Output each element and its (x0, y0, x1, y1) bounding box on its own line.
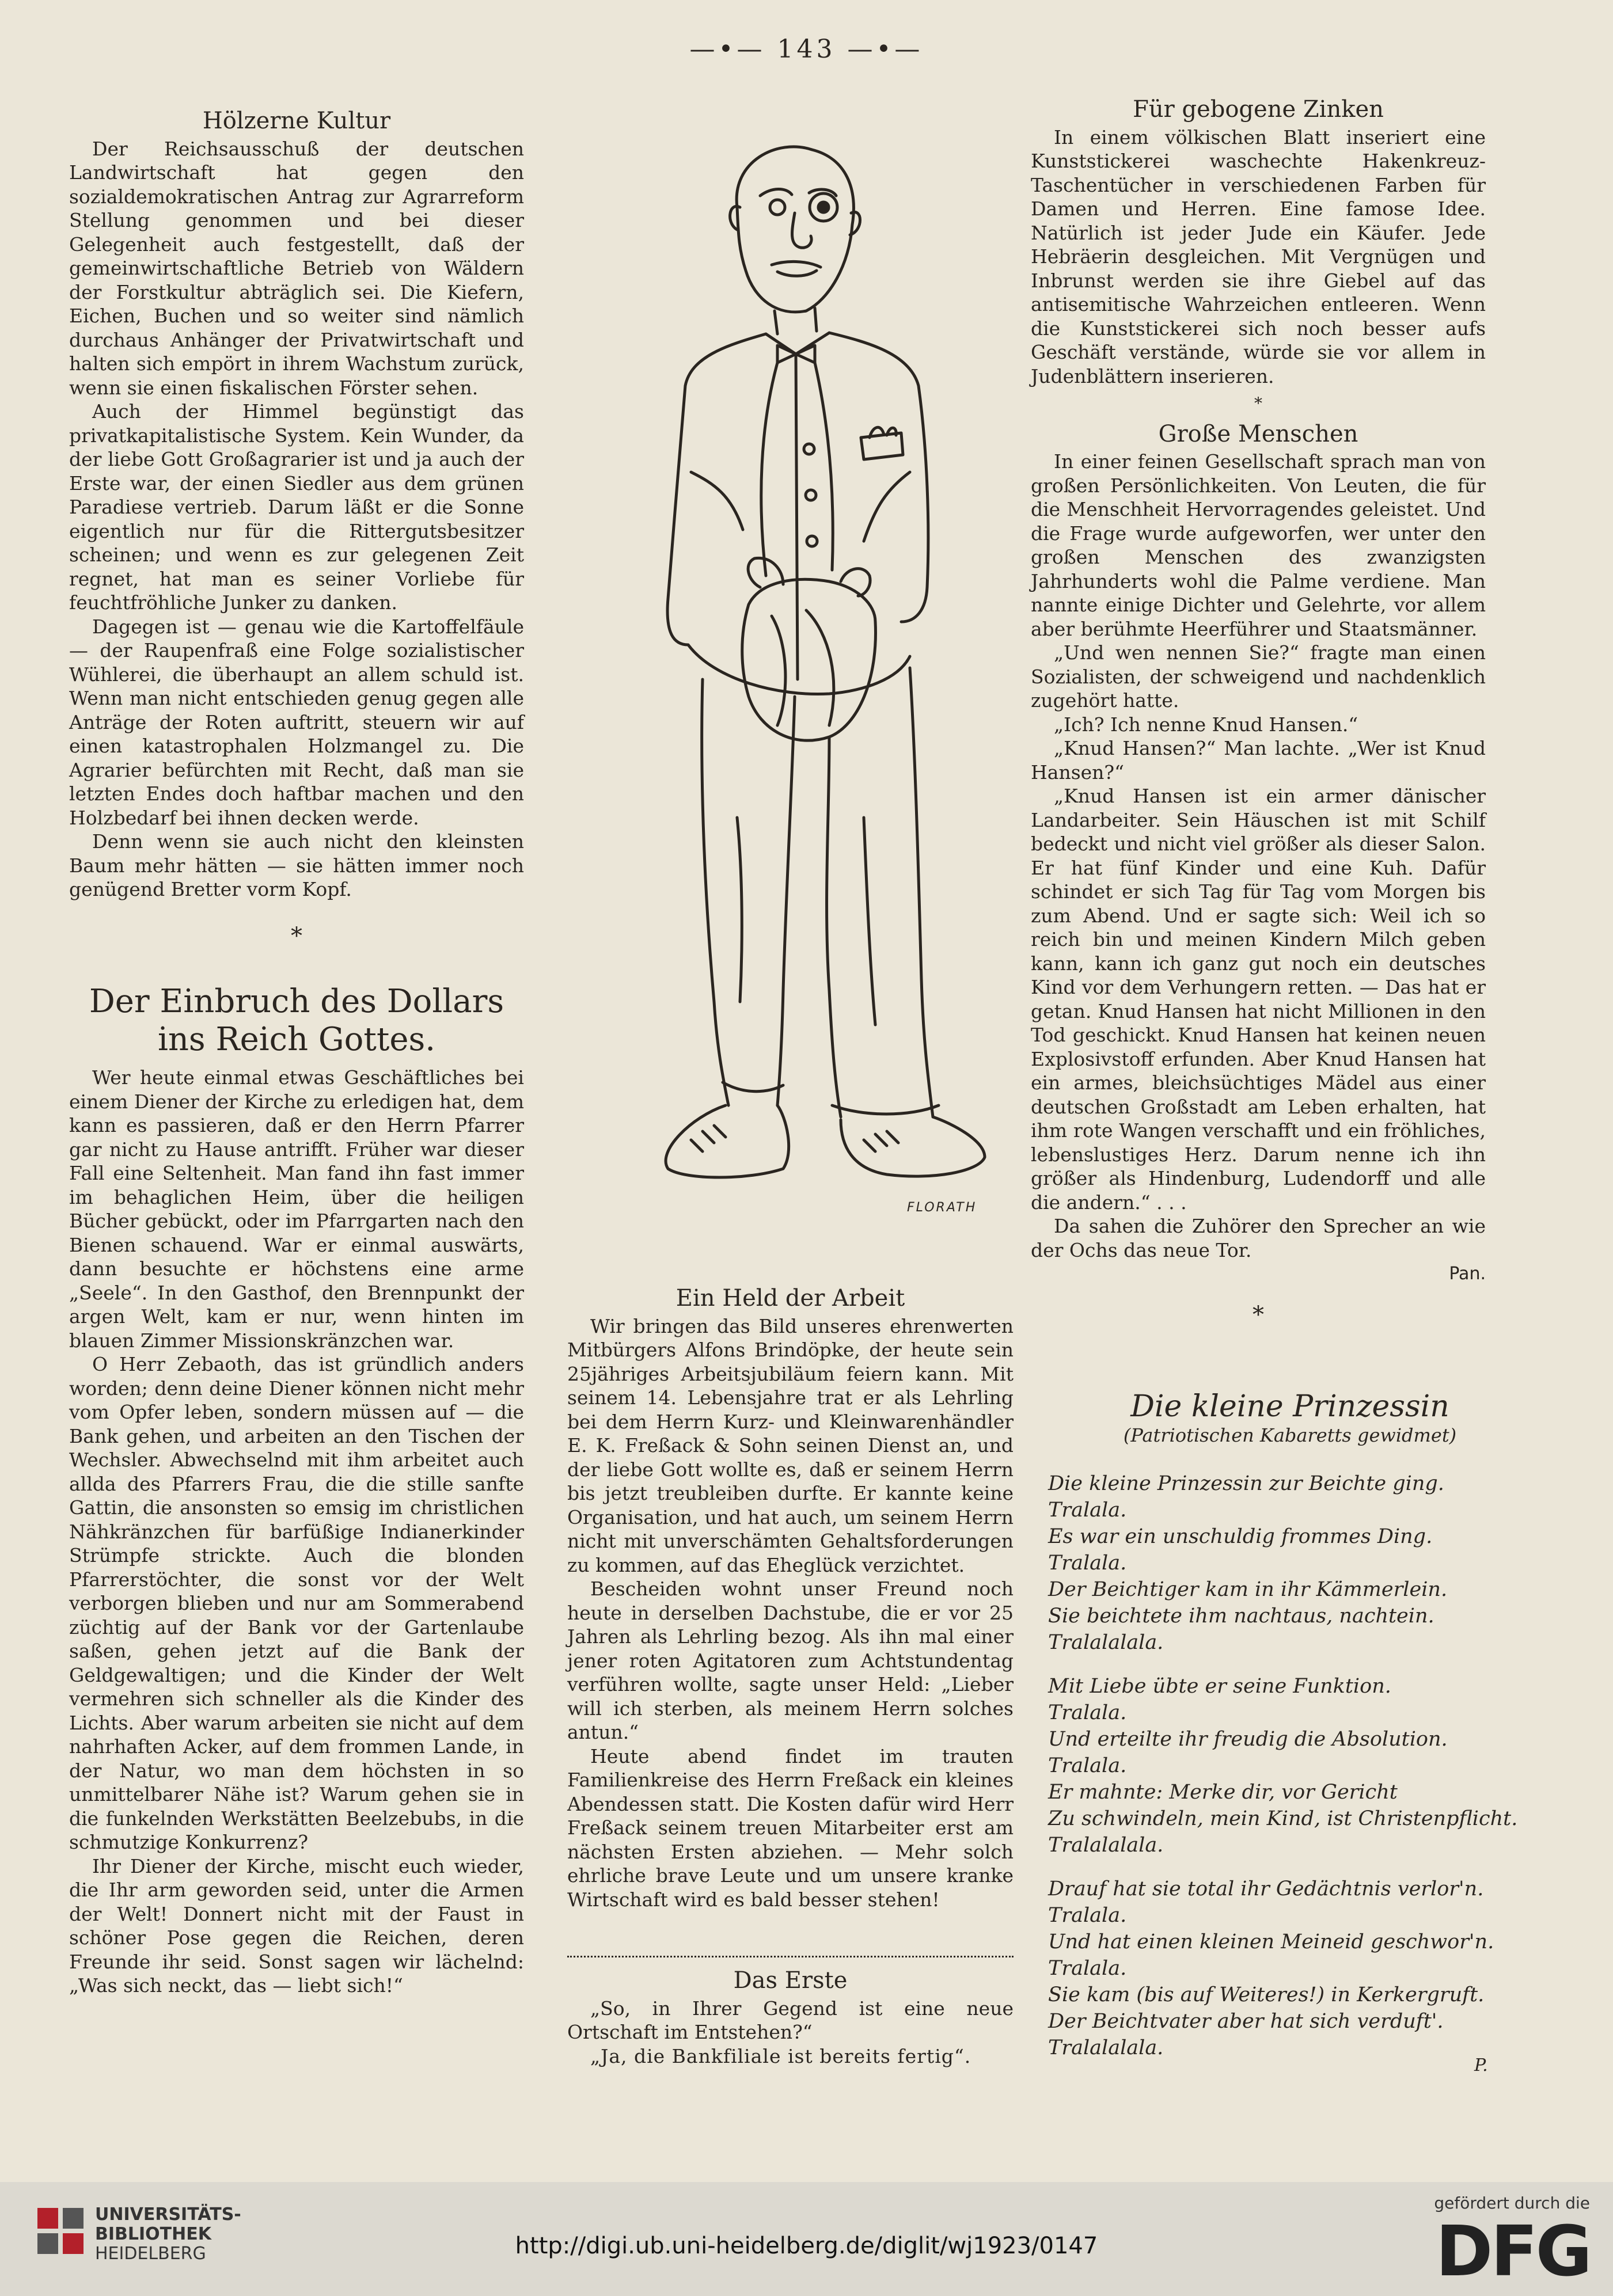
poem-line: Tralalalala. (1048, 1631, 1164, 1654)
paragraph: O Herr Zebaoth, das ist gründlich anders worden; denn deine Diener können nicht mehr vom Opfer leben, sondern müssen auf — die Bank gehen, und arbeiten an den Tischen der Wechsler. Abwechselnd mit ihm arbeitet auch allda des Pfarrers Frau, die die stille sanfte Gattin, die ansonsten so emsig im christlichen Nähkränzchen für barfüßige Indianerkinder Strümpfe strickte. Auch die blonden Pfarrerstöchter, die sonst vor der Welt verborgen blieben und nur am Sommerabend züchtig auf der Bank vor der Gartenlaube saßen, gehen jetzt auf die Bank der Geldgewaltigen; und die Kinder der Welt vermehren sich schneller als die Kinder des Lichts. Aber warum arbeiten sie nicht auf dem nahrhaften Acker, auf dem frommen Lande, in der Natur, wo man dem höchsten in so unmittelbarer Nähe ist? Warum gehen sie in die funkelnden Werkstätten Beelzebubs, in die schmutzige Konkurrenz? (69, 1353, 524, 1853)
poem-line: Tralalalala. (1048, 1834, 1164, 1857)
poem-author: P. (1474, 2055, 1488, 2075)
separator-star: * (1254, 394, 1262, 413)
paragraph: „Und wen nennen Sie?“ fragte man einen Sozialisten, der schweigend und nachdenklich zugehört hatte. (1031, 641, 1486, 712)
paragraph: Denn wenn sie auch nicht den kleinsten Baum mehr hätten — sie hätten immer noch genügend Bretter vorm Kopf. (69, 830, 524, 900)
poem-line: Tralala. (1048, 1754, 1127, 1777)
paragraph: Wir bringen das Bild unseres ehrenwerten Mitbürgers Alfons Brindöpke, der heute sein 25jähriges Arbeitsjubiläum feiern kann. Mit seinem 14. Lebensjahre trat er als Lehrling bei dem Herrn Kurz- und Kleinwarenhändler E. K. Freßack & Sohn seinen Dienst an, und der liebe Gott wollte es, daß er seinem Herrn bis jetzt treubleiben durfte. Er kannte keine Organisation, und hat auch, um seinem Herrn nicht mit unverschämten Gehaltsforderungen zu kommen, auf das Eheglück verzichtet. (567, 1314, 1014, 1576)
poem-line: Tralala. (1048, 1499, 1127, 1522)
poem-line: Und hat einen kleinen Meineid geschwor'n. (1048, 1930, 1494, 1953)
poem-line: Tralala. (1048, 1904, 1127, 1927)
poem-line: Zu schwindeln, mein Kind, ist Christenpflicht. (1048, 1807, 1518, 1830)
poem-line: Es war ein unschuldig frommes Ding. (1048, 1525, 1433, 1548)
poem-line: Und erteilte ihr freudig die Absolution. (1048, 1728, 1448, 1751)
poem-subtitle: (Patriotischen Kabaretts gewidmet) (1123, 1424, 1457, 1446)
left-column (69, 109, 524, 1998)
paragraph: Ihr Diener der Kirche, mischt euch wieder, die Ihr arm geworden seid, unter die Armen der Welt! Donnert nicht mit der Faust in schöner Pose gegen die Reichen, deren Freunde ihr seid. Sonst sagen wir lächelnd: „Was sich neckt, das — liebt sich!“ (69, 1854, 524, 1997)
dfg-logo: DFG (1435, 2212, 1590, 2292)
figure-right-shoe (841, 1117, 985, 1176)
library-name-line: HEIDELBERG (95, 2244, 206, 2264)
paragraph: Bescheiden wohnt unser Freund noch heute in derselben Dachstube, die er vor 25 Jahren als Lehrling bezog. Als ihn mal einer jener roten Agitatoren zum Achtstundentag verführen wollte, sagte unser Held: „Lieber will ich sterben, als meinem Herrn solches antun.“ (567, 1577, 1014, 1743)
page-number: —•— 143 —•— (689, 35, 924, 64)
article-title-fuer-gebogene-zinken: Für gebogene Zinken (1133, 96, 1384, 123)
figure-left-shoe (666, 1105, 789, 1177)
right-column (1031, 98, 1486, 1327)
library-name-line: BIBLIOTHEK (95, 2224, 211, 2244)
poem-line: Mit Liebe übte er seine Funktion. (1048, 1675, 1391, 1698)
poem-line: Der Beichtiger kam in ihr Kämmerlein. (1048, 1578, 1448, 1601)
paragraph: Wer heute einmal etwas Geschäftliches bei einem Diener der Kirche zu erledigen hat, dem kann es passieren, daß er den Herrn Pfarrer gar nicht zu Hause antrifft. Früher war dieser Fall eine Seltenheit. Man fand ihn fast immer im behaglichen Heim, über die heiligen Bücher gebückt, oder im Pfarrgarten nach den Bienen schauend. War er einmal auswärts, dann besuchte er höchstens eine arme „Seele“. In den Gasthof, den Brennpunkt der argen Welt, kam er nur, wenn hinten im blauen Zimmer Missionskränzchen war. (69, 1066, 524, 1352)
poem-line: Tralalalala. (1048, 2036, 1164, 2059)
figure-trousers (702, 679, 795, 1105)
page-number-value: 143 (777, 35, 836, 64)
article-title-grosse-menschen: Große Menschen (1158, 420, 1358, 447)
permalink-url[interactable]: http://digi.ub.uni-heidelberg.de/diglit/wj1923/0147 (515, 2233, 1098, 2259)
paragraph: „Knud Hansen?“ Man lachte. „Wer ist Knud Hansen?“ (1031, 737, 1486, 784)
poem-line: Tralala. (1048, 1957, 1127, 1980)
caricature-illustration (587, 127, 1014, 1255)
poem-line: Die kleine Prinzessin zur Beichte ging. (1048, 1472, 1444, 1495)
paragraph: In einer feinen Gesellschaft sprach man von großen Persönlichkeiten. Von Leuten, die für die Menschheit Hervorragendes geleistet. Und die Frage wurde aufgeworfen, wer unter den großen Menschen des zwanzigsten Jahrhunderts wohl die Palme verdiene. Man nannte einige Dichter und Gelehrte, vor allem aber berühmte Heerführer und Staatsmänner. (1031, 450, 1486, 640)
middle-column-lower (567, 1969, 1014, 2068)
article-title-hoelzerne-kultur: Hölzerne Kultur (202, 108, 391, 134)
paragraph: „So, in Ihrer Gegend ist eine neue Ortschaft im Entstehen?“ (567, 1997, 1014, 2043)
poem-die-kleine-prinzessin (1048, 1389, 1518, 2061)
poem-line: Drauf hat sie total ihr Gedächtnis verlor'n. (1048, 1877, 1484, 1900)
poem-line: Sie kam (bis auf Weiteres!) in Kerkergruft. (1048, 1983, 1485, 2006)
paragraph: „Ich? Ich nenne Knud Hansen.“ (1054, 713, 1358, 736)
digitization-footer (0, 2182, 1613, 2296)
separator-star: * (1253, 1301, 1264, 1328)
poem-line: Er mahnte: Merke dir, vor Gericht (1048, 1781, 1398, 1804)
poem-title: Die kleine Prinzessin (1130, 1389, 1449, 1424)
paragraph: Da sahen die Zuhörer den Sprecher an wie der Ochs das neue Tor. (1031, 1215, 1486, 1261)
library-name-line: UNIVERSITÄTS- (95, 2204, 241, 2225)
paragraph: Der Reichsausschuß der deutschen Landwirtschaft hat gegen den sozialdemokratischen Antrag zur Agrarreform Stellung genommen und bei dieser Gelegenheit auch festgestellt, daß der gemeinwirtschaftliche Betrieb von Wäldern der Forstkultur abträglich sei. Die Kiefern, Eichen, Buchen und so weiter sind nämlich durchaus Anhänger der Privatwirtschaft und halten sich empört in ihrem Wachstum zurück, wenn sie einen fiskalischen Förster sehen. (69, 137, 524, 399)
poem-line: Tralala. (1048, 1552, 1127, 1575)
figure-purse (742, 579, 876, 740)
article-title-einbruch-des-dollars: Der Einbruch des Dollars ins Reich Gottes. (89, 983, 504, 1058)
paragraph: Auch der Himmel begünstigt das privatkapitalistische System. Kein Wunder, da der liebe Gott Großagrarier ist und ja auch der Erste war, der einen Siedler aus dem grünen Paradiese vertrieb. Darum läßt er die Sonne eigentlich nur für die Rittergutsbesitzer scheinen; und wenn es zur gelegenen Zeit regnet, hat man es seiner Vorliebe für feuchtfröhliche Junker zu danken. (69, 400, 524, 614)
separator-star: * (291, 922, 302, 949)
illustration-signature: FLORATH (907, 1200, 977, 1215)
article-title-das-erste: Das Erste (733, 1967, 848, 1994)
middle-column (567, 1287, 1014, 1911)
section-divider (567, 1956, 1014, 1957)
poem-line: Sie beichtete ihm nachtaus, nachtein. (1048, 1605, 1434, 1628)
poem-line: Der Beichtvater aber hat sich verduft'. (1048, 2010, 1444, 2033)
paragraph: „Knud Hansen ist ein armer dänischer Landarbeiter. Sein Häuschen ist mit Schilf bedeckt und nicht viel größer als dieser Salon. Er hat fünf Kinder und eine Kuh. Dafür schindet er sich Tag für Tag vom Morgen bis zum Abend. Und er sagte sich: Weil ich so reich bin und meinen Kindern Milch geben kann, kann ich ganz gut noch ein deutsches Kind vor dem Verhungern retten. — Das hat er getan. Knud Hansen hat nicht Millionen in den Tod geschickt. Knud Hansen hat keinen neuen Explosivstoff erfunden. Aber Knud Hansen hat ein armes, bleichsüchtiges Mädel aus einer deutschen Großstadt am Leben erhalten, hat ihm rote Wangen verschafft und ein fröhliches, lebenslustiges Herz. Darum nenne ich ihn größer als Hindenburg, Ludendorff und alle die andern.“ . . . (1031, 785, 1486, 1214)
figure-head (737, 147, 853, 312)
author-signature-pan: Pan. (1449, 1264, 1486, 1284)
paragraph: Heute abend findet im trauten Familienkreise des Herrn Freßack ein kleines Abendessen statt. Die Kosten dafür wird Herr Freßack seinem treuen Mitarbeiter erst am nächsten Ersten abziehen. — Mehr solch ehrliche brave Leute und um unsere kranke Wirtschaft wird es bald besser stehen! (567, 1744, 1014, 1911)
paragraph: In einem völkischen Blatt inseriert eine Kunststickerei waschechte Hakenkreuz-Taschentücher in verschiedenen Farben für Damen und Herren. Eine famose Idee. Natürlich ist jeder Jude ein Käufer. Jede Hebräerin desgleichen. Mit Vergnügen und Inbrunst werden sie ihre Giebel auf das antisemitische Wahrzeichen entleeren. Wenn die Kunststickerei sich noch besser aufs Geschäft verstände, würde sie vor allem in Judenblättern inserieren. (1031, 126, 1486, 387)
article-title-ein-held-der-arbeit: Ein Held der Arbeit (675, 1285, 905, 1312)
poem-line: Tralala. (1048, 1701, 1127, 1724)
paragraph: „Ja, die Bankfiliale ist bereits fertig“. (590, 2044, 971, 2067)
paragraph: Dagegen ist — genau wie die Kartoffelfäule — der Raupenfraß eine Folge sozialistischer Wühlerei, die überhaupt an allem schuld ist. Wenn man nicht entschieden genug gegen alle Anträge der Roten auftritt, steuern wir auf einen katastrophalen Holzmangel zu. Die Agrarier befürchten mit Recht, daß man sie letzten Endes doch haftbar machen und den Holzbedarf bei ihnen decken werde. (69, 615, 524, 829)
funding-caption: gefördert durch die (1434, 2194, 1590, 2213)
